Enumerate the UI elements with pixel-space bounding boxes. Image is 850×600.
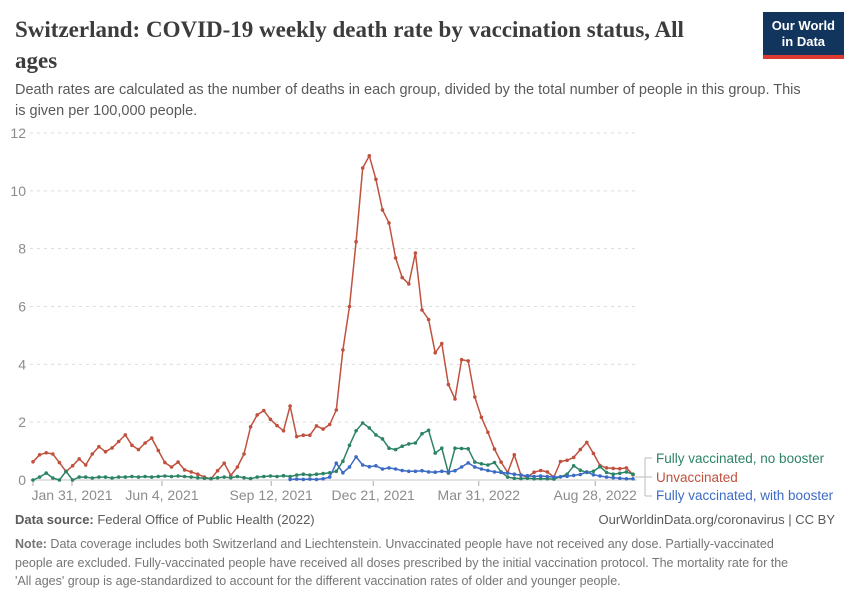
data-point-marker xyxy=(288,404,292,408)
data-point-marker xyxy=(618,467,622,471)
data-point-marker xyxy=(605,466,609,470)
data-point-marker xyxy=(486,431,490,435)
data-point-marker xyxy=(585,470,589,474)
data-point-marker xyxy=(407,442,411,446)
data-point-marker xyxy=(183,468,187,472)
data-point-marker xyxy=(302,433,306,437)
data-point-marker xyxy=(394,448,398,452)
data-point-marker xyxy=(605,475,609,479)
data-point-marker xyxy=(565,474,569,478)
data-point-marker xyxy=(486,463,490,467)
data-point-marker xyxy=(269,474,273,478)
data-point-marker xyxy=(183,475,187,479)
data-point-marker xyxy=(124,433,128,437)
data-point-marker xyxy=(71,478,75,482)
data-point-marker xyxy=(381,467,385,471)
data-point-marker xyxy=(348,305,352,309)
data-point-marker xyxy=(480,467,484,471)
data-point-marker xyxy=(44,451,48,455)
data-point-marker xyxy=(440,470,444,474)
data-point-marker xyxy=(546,475,550,479)
data-point-marker xyxy=(414,470,418,474)
data-point-marker xyxy=(539,469,543,473)
y-axis-label-6: 6 xyxy=(18,298,26,315)
data-point-marker xyxy=(513,472,517,476)
data-point-marker xyxy=(124,475,128,479)
data-point-marker xyxy=(335,461,339,465)
data-point-marker xyxy=(433,351,437,355)
data-point-marker xyxy=(466,359,470,363)
data-point-marker xyxy=(308,477,312,481)
data-point-marker xyxy=(480,462,484,466)
data-point-marker xyxy=(110,476,114,480)
data-point-marker xyxy=(354,455,358,459)
data-point-marker xyxy=(262,409,266,413)
data-source-value: Federal Office of Public Health (2022) xyxy=(93,512,315,527)
series-fully-vaccinated-with-booster[interactable] xyxy=(288,455,634,481)
data-point-marker xyxy=(143,475,147,479)
data-point-marker xyxy=(513,453,517,457)
data-point-marker xyxy=(295,435,299,439)
data-point-marker xyxy=(130,475,134,479)
data-point-marker xyxy=(625,466,629,470)
data-point-marker xyxy=(117,440,121,444)
data-point-marker xyxy=(288,478,292,482)
data-point-marker xyxy=(341,348,345,352)
data-point-marker xyxy=(157,449,161,453)
data-point-marker xyxy=(97,445,101,449)
data-point-marker xyxy=(427,318,431,322)
data-point-marker xyxy=(625,470,629,474)
x-axis-label: Jan 31, 2021 xyxy=(31,487,113,503)
data-point-marker xyxy=(315,472,319,476)
x-axis-label: Mar 31, 2022 xyxy=(437,487,521,503)
data-point-marker xyxy=(143,441,147,445)
data-point-marker xyxy=(585,441,589,445)
legend-connector-bracket xyxy=(635,458,652,496)
y-axis-label-10: 10 xyxy=(10,182,26,199)
data-point-marker xyxy=(466,461,470,465)
data-point-marker xyxy=(38,475,42,479)
data-point-marker xyxy=(209,477,213,481)
data-point-marker xyxy=(598,474,602,478)
owid-coronavirus-link[interactable]: OurWorldinData.org/coronavirus | CC BY xyxy=(598,512,835,527)
data-point-marker xyxy=(572,456,576,460)
data-point-marker xyxy=(104,475,108,479)
data-point-marker xyxy=(315,424,319,428)
data-point-marker xyxy=(618,477,622,481)
data-point-marker xyxy=(242,476,246,480)
note-line-2: people are excluded. Fully-vaccinated people have received all doses prescribed by the initial vaccination protocol. The mortality rate for the xyxy=(15,555,789,570)
data-point-marker xyxy=(348,465,352,469)
data-point-marker xyxy=(361,166,365,170)
data-point-marker xyxy=(203,477,207,481)
data-point-marker xyxy=(348,444,352,448)
data-point-marker xyxy=(216,476,220,480)
data-point-marker xyxy=(255,475,259,479)
x-axis-label: Jun 4, 2021 xyxy=(125,487,199,503)
data-point-marker xyxy=(453,446,457,450)
data-point-marker xyxy=(229,476,233,480)
x-axis-label: Dec 21, 2021 xyxy=(331,487,415,503)
data-point-marker xyxy=(572,464,576,468)
data-point-marker xyxy=(493,470,497,474)
data-point-marker xyxy=(394,256,398,260)
data-point-marker xyxy=(400,444,404,448)
data-point-marker xyxy=(242,452,246,456)
data-point-marker xyxy=(440,342,444,346)
data-point-marker xyxy=(466,447,470,451)
data-point-marker xyxy=(526,474,530,478)
footer-source-row xyxy=(15,512,835,527)
data-point-marker xyxy=(559,460,563,464)
data-point-marker xyxy=(196,476,200,480)
data-point-marker xyxy=(150,436,154,440)
data-point-marker xyxy=(631,472,635,476)
data-point-marker xyxy=(262,475,266,479)
data-point-marker xyxy=(400,276,404,280)
data-point-marker xyxy=(433,451,437,455)
y-axis-label-8: 8 xyxy=(18,240,26,257)
data-point-marker xyxy=(579,448,583,452)
data-point-marker xyxy=(486,469,490,473)
x-axis-label: Aug 28, 2022 xyxy=(553,487,637,503)
data-point-marker xyxy=(579,473,583,477)
logo-line-2: in Data xyxy=(781,34,826,49)
data-point-marker xyxy=(97,475,101,479)
data-point-marker xyxy=(335,470,339,474)
data-point-marker xyxy=(611,472,615,476)
series-fully-vaccinated-no-booster[interactable] xyxy=(31,421,635,482)
data-point-marker xyxy=(255,413,259,417)
data-point-marker xyxy=(328,423,332,427)
data-point-marker xyxy=(31,478,35,482)
data-point-marker xyxy=(368,426,372,430)
data-point-marker xyxy=(480,416,484,420)
y-axis-label-12: 12 xyxy=(10,125,26,141)
title-line-1: Switzerland: COVID-19 weekly death rate by vaccination status, All xyxy=(15,17,684,42)
data-point-marker xyxy=(381,208,385,212)
data-point-marker xyxy=(493,461,497,465)
data-point-marker xyxy=(414,441,418,445)
data-point-marker xyxy=(137,475,141,479)
data-point-marker xyxy=(189,475,193,479)
data-point-marker xyxy=(275,424,279,428)
data-point-marker xyxy=(460,447,464,451)
data-point-marker xyxy=(84,475,88,479)
data-point-marker xyxy=(513,477,517,481)
data-point-marker xyxy=(137,448,141,452)
data-point-marker xyxy=(130,444,134,448)
data-point-marker xyxy=(420,308,424,312)
data-point-marker xyxy=(440,446,444,450)
data-point-marker xyxy=(71,464,75,468)
legend-label-no-booster: Fully vaccinated, no booster xyxy=(656,451,825,466)
data-point-marker xyxy=(592,473,596,477)
data-point-marker xyxy=(222,461,226,465)
data-point-marker xyxy=(611,476,615,480)
data-point-marker xyxy=(104,450,108,454)
data-point-marker xyxy=(302,478,306,482)
data-point-marker xyxy=(335,408,339,412)
data-point-marker xyxy=(579,468,583,472)
data-point-marker xyxy=(282,474,286,478)
data-point-marker xyxy=(447,470,451,474)
data-source xyxy=(15,512,315,527)
data-point-marker xyxy=(31,460,35,464)
data-point-marker xyxy=(387,446,391,450)
data-point-marker xyxy=(321,472,325,476)
data-point-marker xyxy=(605,471,609,475)
data-point-marker xyxy=(519,473,523,477)
data-point-marker xyxy=(308,473,312,477)
data-point-marker xyxy=(341,471,345,475)
data-point-marker xyxy=(321,427,325,431)
data-point-marker xyxy=(407,470,411,474)
data-point-marker xyxy=(150,475,154,479)
data-point-marker xyxy=(315,478,319,482)
data-point-marker xyxy=(460,358,464,362)
y-axis-label-2: 2 xyxy=(18,414,26,431)
data-point-marker xyxy=(275,475,279,479)
data-point-marker xyxy=(196,472,200,476)
legend-item-fully-vaccinated-no-booster[interactable] xyxy=(656,450,824,468)
data-point-marker xyxy=(170,465,174,469)
data-point-marker xyxy=(368,154,372,158)
subtitle-line-1: Death rates are calculated as the number of deaths in each group, divided by the total number of people in this group. This xyxy=(15,82,801,98)
data-point-marker xyxy=(163,474,167,478)
data-point-marker xyxy=(394,467,398,471)
data-point-marker xyxy=(321,477,325,481)
data-point-marker xyxy=(433,470,437,474)
data-point-marker xyxy=(354,240,358,244)
data-point-marker xyxy=(453,397,457,401)
data-point-marker xyxy=(222,475,226,479)
data-point-marker xyxy=(611,467,615,471)
data-point-marker xyxy=(598,465,602,469)
data-point-marker xyxy=(473,465,477,469)
legend-item-fully-vaccinated-with-booster[interactable] xyxy=(656,487,833,505)
legend-item-unvaccinated[interactable] xyxy=(656,469,738,487)
data-point-marker xyxy=(572,474,576,478)
data-point-marker xyxy=(163,461,167,465)
data-point-marker xyxy=(546,470,550,474)
data-point-marker xyxy=(427,470,431,474)
data-point-marker xyxy=(473,460,477,464)
y-axis-label-0: 0 xyxy=(18,472,26,488)
data-point-marker xyxy=(387,466,391,470)
data-point-marker xyxy=(499,471,503,475)
data-point-marker xyxy=(51,476,55,480)
data-point-marker xyxy=(216,469,220,473)
data-point-marker xyxy=(77,475,81,479)
data-point-marker xyxy=(64,470,68,474)
note-label: Note: xyxy=(15,537,47,551)
data-point-marker xyxy=(236,465,240,469)
data-point-marker xyxy=(176,474,180,478)
data-point-marker xyxy=(631,477,635,481)
data-point-marker xyxy=(368,465,372,469)
data-point-marker xyxy=(532,475,536,479)
data-point-marker xyxy=(38,453,42,457)
note-line-3: 'All ages' group is age-standardized to account for the different vaccination rates of older and younger people. xyxy=(15,574,621,588)
data-point-marker xyxy=(473,395,477,399)
data-point-marker xyxy=(618,472,622,476)
note-line-1: Data coverage includes both Switzerland and Liechtenstein. Unvaccinated people have not received any dose. Partially-vaccinated xyxy=(46,537,774,551)
x-axis-label: Sep 12, 2021 xyxy=(229,487,313,503)
data-point-marker xyxy=(387,221,391,225)
legend-label-unvaccinated: Unvaccinated xyxy=(656,469,738,485)
data-point-marker xyxy=(592,452,596,456)
data-point-marker xyxy=(420,469,424,473)
footer-note xyxy=(15,535,837,591)
data-point-marker xyxy=(249,477,253,481)
data-point-marker xyxy=(44,471,48,475)
title-line-2: ages xyxy=(15,48,58,73)
data-point-marker xyxy=(157,475,161,479)
data-point-marker xyxy=(249,425,253,429)
data-point-marker xyxy=(592,470,596,474)
legend-label-with-booster: Fully vaccinated, with booster xyxy=(656,488,834,503)
series-unvaccinated[interactable] xyxy=(31,154,635,481)
data-point-marker xyxy=(625,477,629,481)
data-point-marker xyxy=(374,464,378,468)
logo-line-1: Our World xyxy=(771,18,835,33)
data-point-marker xyxy=(236,475,240,479)
data-point-marker xyxy=(539,474,543,478)
data-point-marker xyxy=(565,459,569,463)
data-point-marker xyxy=(282,429,286,433)
data-point-marker xyxy=(58,478,62,482)
data-point-marker xyxy=(77,457,81,461)
data-point-marker xyxy=(447,383,451,387)
data-point-marker xyxy=(532,470,536,474)
data-point-marker xyxy=(295,473,299,477)
data-point-marker xyxy=(354,429,358,433)
data-point-marker xyxy=(381,437,385,441)
data-point-marker xyxy=(51,452,55,456)
data-point-marker xyxy=(189,470,193,474)
data-point-marker xyxy=(519,477,523,481)
data-point-marker xyxy=(58,461,62,465)
data-point-marker xyxy=(427,429,431,433)
data-point-marker xyxy=(559,475,563,479)
data-point-marker xyxy=(414,251,418,255)
data-point-marker xyxy=(506,471,510,475)
data-point-marker xyxy=(420,432,424,436)
data-source-label: Data source: xyxy=(15,512,94,527)
data-point-marker xyxy=(341,459,345,463)
data-point-marker xyxy=(295,477,299,481)
data-point-marker xyxy=(361,463,365,467)
data-point-marker xyxy=(493,447,497,451)
data-point-marker xyxy=(91,476,95,480)
subtitle-line-2: is given per 100,000 people. xyxy=(15,103,198,119)
data-point-marker xyxy=(328,475,332,479)
data-point-marker xyxy=(91,452,95,456)
series-line xyxy=(33,156,633,479)
data-point-marker xyxy=(374,433,378,437)
data-point-marker xyxy=(117,475,121,479)
data-point-marker xyxy=(460,465,464,469)
data-point-marker xyxy=(400,469,404,473)
data-point-marker xyxy=(374,178,378,182)
data-point-marker xyxy=(302,472,306,476)
y-axis-label-4: 4 xyxy=(18,356,26,373)
data-point-marker xyxy=(170,475,174,479)
data-point-marker xyxy=(506,475,510,479)
data-point-marker xyxy=(308,433,312,437)
data-point-marker xyxy=(499,460,503,464)
data-point-marker xyxy=(453,469,457,473)
data-point-marker xyxy=(361,421,365,425)
data-point-marker xyxy=(269,418,273,422)
data-point-marker xyxy=(110,446,114,450)
data-point-marker xyxy=(176,460,180,464)
data-point-marker xyxy=(84,463,88,467)
data-point-marker xyxy=(407,282,411,286)
data-point-marker xyxy=(552,475,556,479)
